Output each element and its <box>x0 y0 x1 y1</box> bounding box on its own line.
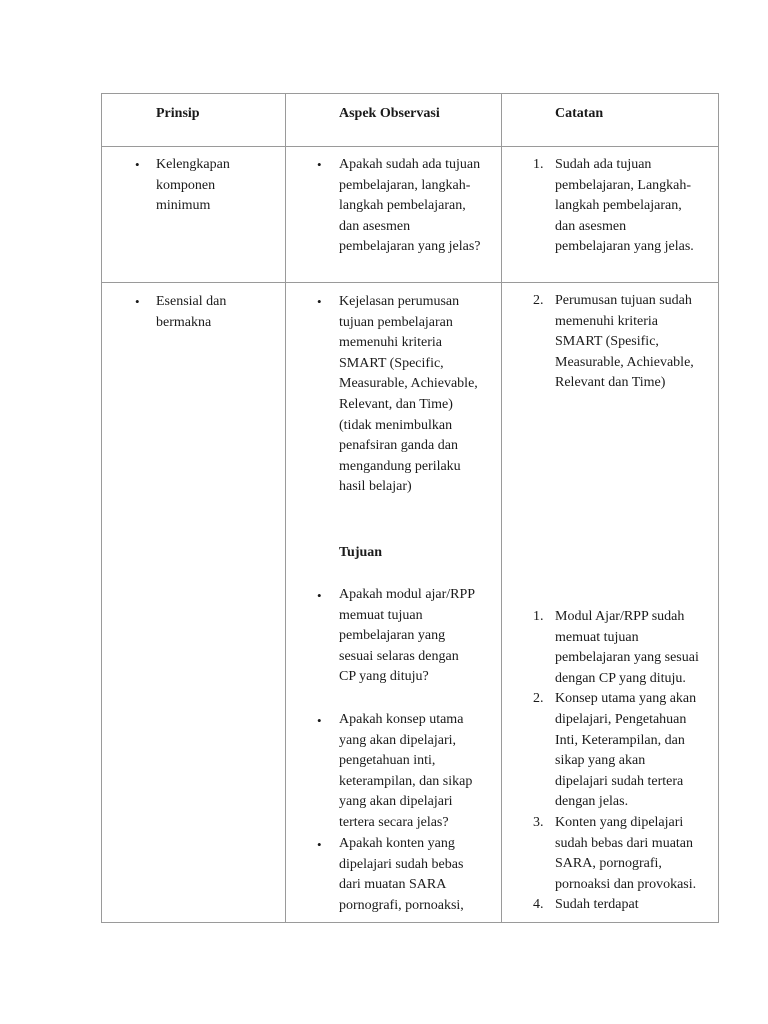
catatan-text-line: Sudah terdapat <box>555 897 639 913</box>
bullet: • <box>317 294 322 309</box>
aspek-text-line: Apakah modul ajar/RPP <box>339 587 476 602</box>
aspek-text-line: Measurable, Achievable, <box>339 376 478 392</box>
header-prinsip: Prinsip <box>156 106 200 121</box>
aspek-text-line: dipelajari sudah bebas <box>339 856 464 872</box>
column-divider <box>501 94 502 922</box>
aspek-text-line: CP yang dituju? <box>339 669 429 685</box>
catatan-text-line: Modul Ajar/RPP sudah <box>555 609 685 624</box>
row-divider <box>102 146 718 147</box>
aspek-text-line: pengetahuan inti, <box>339 753 436 769</box>
aspek-text-line: sesuai selaras dengan <box>339 648 459 664</box>
catatan-text-line: Konsep utama yang akan <box>555 691 697 707</box>
catatan-text-line: pembelajaran, Langkah- <box>555 177 692 193</box>
bullet: • <box>135 157 140 172</box>
prinsip-text-line: bermakna <box>156 314 212 330</box>
row-divider <box>102 282 718 283</box>
aspek-text-line: mengandung perilaku <box>339 458 461 474</box>
bullet: • <box>317 157 322 172</box>
catatan-text-line: pornoaksi dan provokasi. <box>555 876 697 892</box>
prinsip-text-line: komponen <box>156 177 216 193</box>
catatan-text-line: sikap yang akan <box>555 753 646 769</box>
aspek-text-line: memuat tujuan <box>339 607 423 623</box>
aspek-text-line: memenuhi kriteria <box>339 335 443 351</box>
bullet: • <box>317 837 322 852</box>
catatan-text-line: memuat tujuan <box>555 629 639 645</box>
aspek-text-line: penafsiran ganda dan <box>339 438 458 454</box>
aspek-text-line: Apakah sudah ada tujuan <box>339 157 481 172</box>
catatan-text-line: memenuhi kriteria <box>555 313 659 329</box>
header-catatan: Catatan <box>555 106 604 121</box>
prinsip-text-line: Kelengkapan <box>156 157 230 172</box>
aspek-text-line: pembelajaran yang jelas? <box>339 239 481 255</box>
bullet: • <box>317 713 322 728</box>
catatan-text-line: dengan CP yang dituju. <box>555 670 686 686</box>
catatan-text-line: pembelajaran yang sesuai <box>555 650 699 666</box>
bullet: • <box>135 294 140 309</box>
catatan-text-line: SARA, pornografi, <box>555 856 662 872</box>
aspek-text-line: keterampilan, dan sikap <box>339 773 473 789</box>
catatan-text-line: Konten yang dipelajari <box>555 815 684 830</box>
aspek-text-line: hasil belajar) <box>339 479 412 495</box>
aspek-text-line: Kejelasan perumusan <box>339 294 460 309</box>
aspek-text-line: pembelajaran, langkah- <box>339 177 471 193</box>
catatan-text-line: Perumusan tujuan sudah <box>555 293 692 308</box>
aspek-text-line: Relevant, dan Time) <box>339 397 453 412</box>
aspek-text-line: SMART (Specific, <box>339 355 444 371</box>
column-divider <box>285 94 286 922</box>
aspek-text-line: yang akan dipelajari <box>339 794 453 810</box>
prinsip-text-line: Esensial dan <box>156 294 227 309</box>
catatan-text-line: dan asesmen <box>555 218 627 234</box>
catatan-text-line: dipelajari sudah tertera <box>555 773 684 789</box>
aspek-text-line: tujuan pembelajaran <box>339 314 453 330</box>
aspek-text-line: pornografi, pornoaksi, <box>339 897 464 913</box>
aspek-text-line: Apakah konsep utama <box>339 712 464 727</box>
bullet: • <box>317 588 322 603</box>
aspek-text-line: dan asesmen <box>339 218 411 234</box>
catatan-text-line: pembelajaran yang jelas. <box>555 239 694 255</box>
catatan-text-line: langkah pembelajaran, <box>555 198 682 214</box>
list-number: 1. <box>533 609 544 624</box>
aspek-text-line: Apakah konten yang <box>339 836 455 851</box>
subheading-tujuan: Tujuan <box>339 545 383 560</box>
aspek-text-line: langkah pembelajaran, <box>339 198 466 214</box>
aspek-text-line: (tidak menimbulkan <box>339 417 453 433</box>
catatan-text-line: sudah bebas dari muatan <box>555 835 694 851</box>
aspek-text-line: yang akan dipelajari, <box>339 732 457 748</box>
list-number: 1. <box>533 157 544 172</box>
observation-table <box>101 93 719 923</box>
catatan-text-line: Sudah ada tujuan <box>555 157 652 172</box>
catatan-text-line: dengan jelas. <box>555 794 629 810</box>
aspek-text-line: pembelajaran yang <box>339 628 446 644</box>
aspek-text-line: dari muatan SARA <box>339 877 447 893</box>
header-aspek-observasi: Aspek Observasi <box>339 106 440 121</box>
list-number: 2. <box>533 293 544 308</box>
list-number: 4. <box>533 897 544 913</box>
catatan-text-line: Relevant dan Time) <box>555 375 666 391</box>
catatan-text-line: dipelajari, Pengetahuan <box>555 712 687 727</box>
catatan-text-line: Inti, Keterampilan, dan <box>555 732 685 748</box>
catatan-text-line: Measurable, Achievable, <box>555 354 694 370</box>
catatan-text-line: SMART (Spesific, <box>555 334 659 350</box>
list-number: 2. <box>533 691 544 707</box>
aspek-text-line: tertera secara jelas? <box>339 815 449 830</box>
list-number: 3. <box>533 815 544 830</box>
prinsip-text-line: minimum <box>156 198 211 214</box>
